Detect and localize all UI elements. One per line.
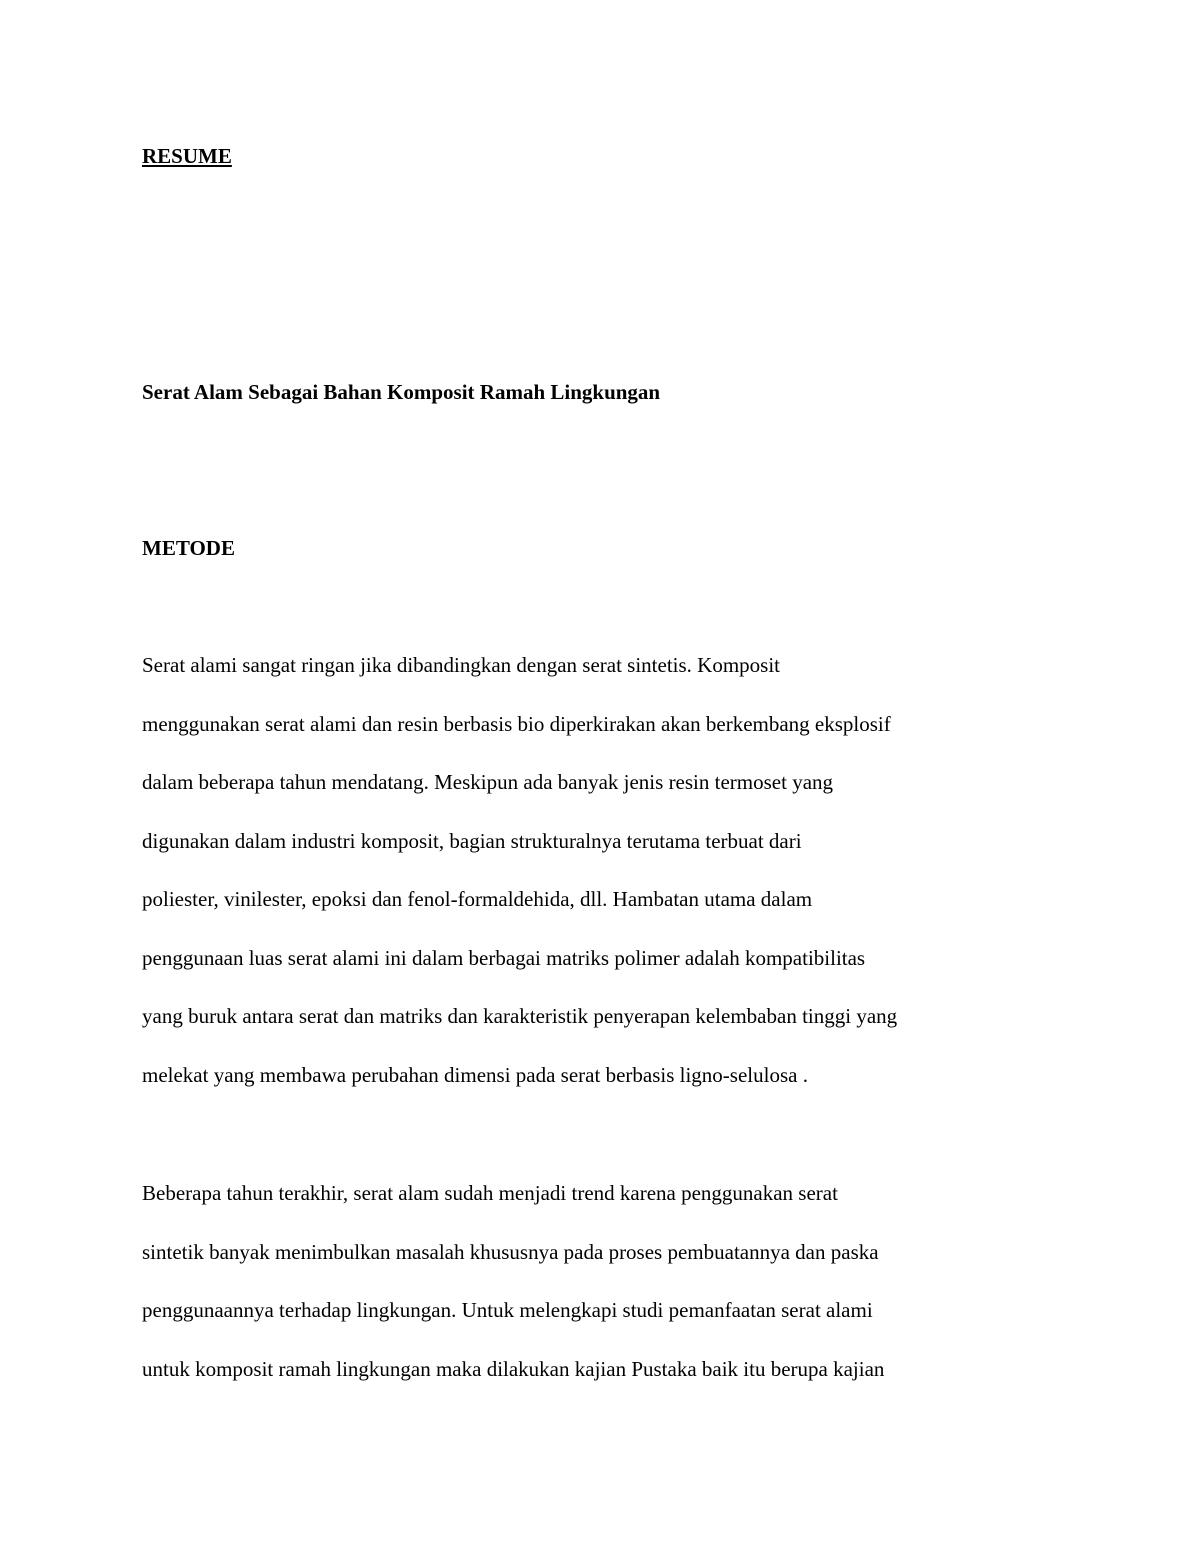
- text-line: yang buruk antara serat dan matriks dan karakteristik penyerapan kelembaban tinggi yang: [142, 1004, 898, 1028]
- text-line: poliester, vinilester, epoksi dan fenol-formaldehida, dll. Hambatan utama dalam: [142, 887, 813, 911]
- resume-heading: RESUME: [142, 144, 232, 168]
- text-line: penggunaan luas serat alami ini dalam berbagai matriks polimer adalah kompatibilitas: [142, 945, 866, 970]
- text-line: Beberapa tahun terakhir, serat alam sudah menjadi trend karena penggunakan serat: [142, 1181, 838, 1205]
- text-line: digunakan dalam industri komposit, bagian strukturalnya terutama terbuat dari: [142, 828, 802, 853]
- text-line: penggunaannya terhadap lingkungan. Untuk melengkapi studi pemanfaatan serat alami: [142, 1298, 873, 1322]
- text-line: sintetik banyak menimbulkan masalah khususnya pada proses pembuatannya dan paska: [142, 1239, 879, 1264]
- text-line: melekat yang membawa perubahan dimensi pada serat berbasis ligno-selulosa .: [142, 1062, 808, 1087]
- document-title: Serat Alam Sebagai Bahan Komposit Ramah Lingkungan: [142, 380, 661, 404]
- text-line: menggunakan serat alami dan resin berbasis bio diperkirakan akan berkembang eksplosif: [142, 711, 891, 736]
- text-line: dalam beberapa tahun mendatang. Meskipun ada banyak jenis resin termoset yang: [142, 770, 834, 794]
- text-line: untuk komposit ramah lingkungan maka dilakukan kajian Pustaka baik itu berupa kajian: [142, 1356, 885, 1381]
- metode-heading: METODE: [142, 536, 235, 560]
- text-line: Serat alami sangat ringan jika dibandingkan dengan serat sintetis. Komposit: [142, 653, 781, 677]
